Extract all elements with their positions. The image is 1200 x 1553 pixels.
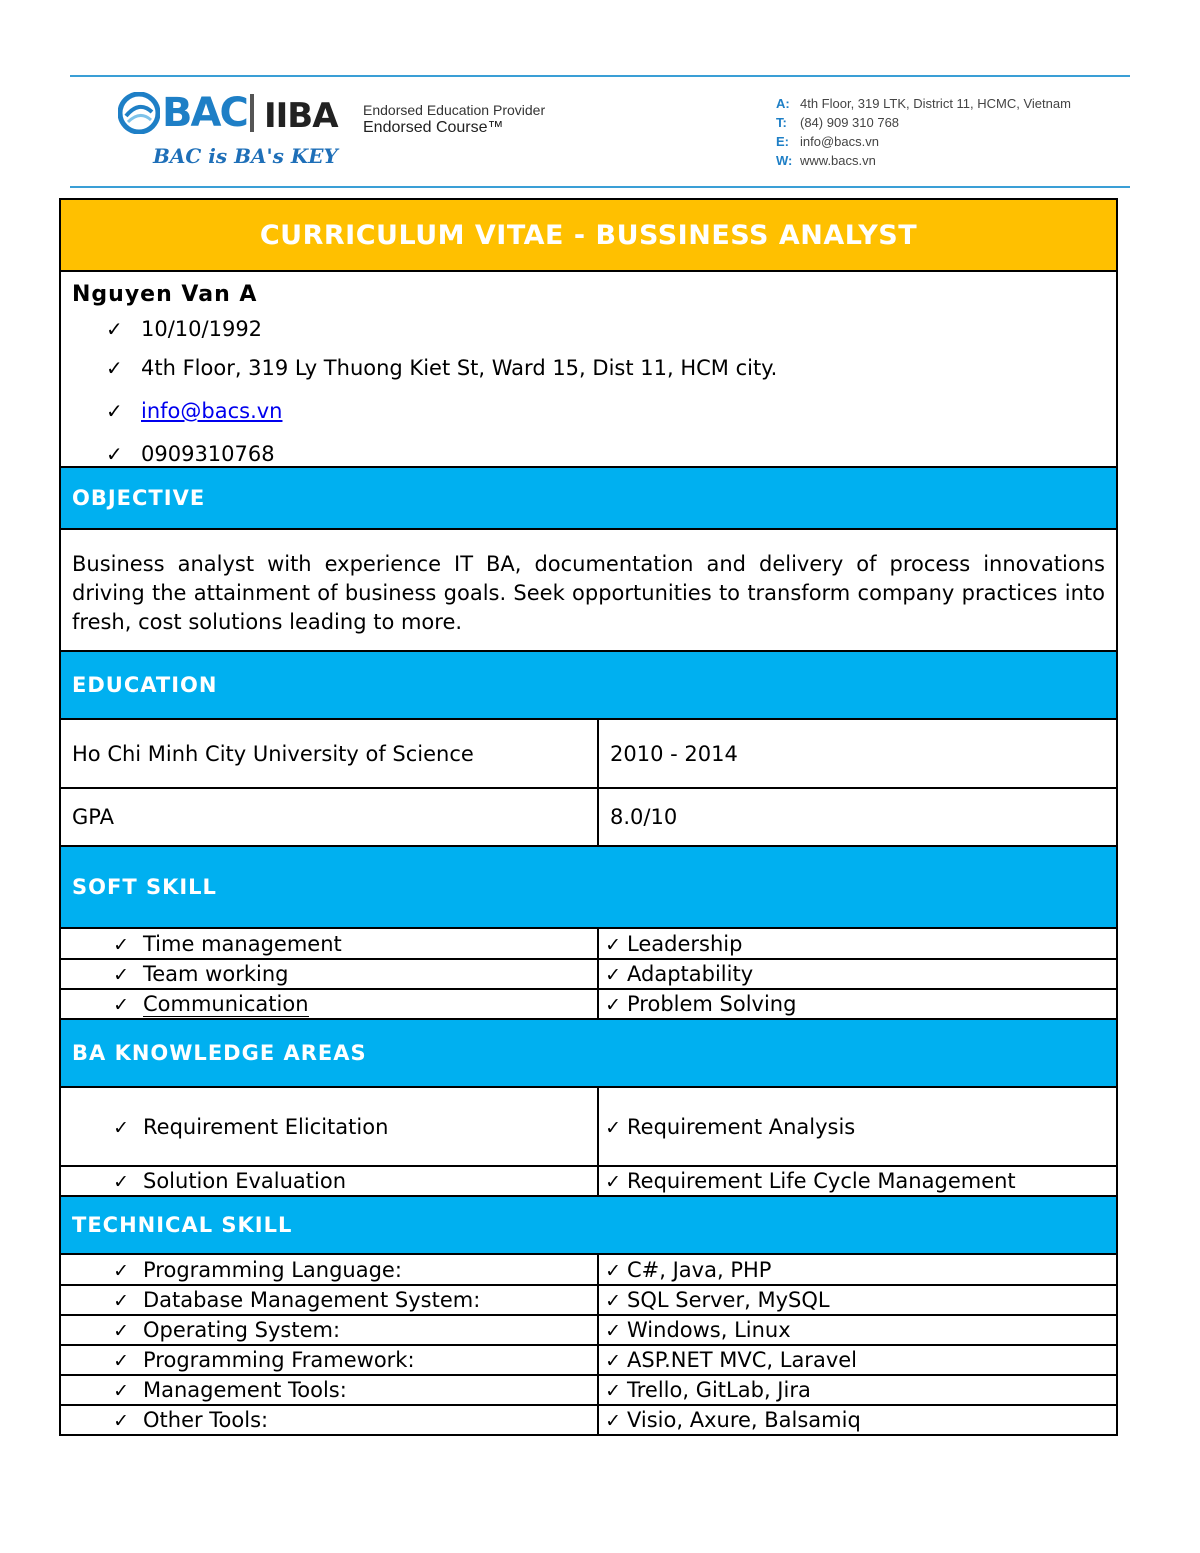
- section-title: SOFT SKILL: [72, 875, 217, 899]
- gpa-value: 8.0/10: [598, 788, 1117, 846]
- check-icon: ✓: [113, 1350, 129, 1372]
- section-title: TECHNICAL SKILL: [72, 1213, 293, 1237]
- objective-text: Business analyst with experience IT BA, documentation and delivery of process innovations driving the attainment of business goals. Seek opportunities to transform company practices into fresh, cost solutions leading to more.: [59, 530, 1118, 652]
- check-icon: ✓: [605, 964, 621, 986]
- check-icon: ✓: [605, 1116, 621, 1139]
- iiba-logo: [264, 96, 338, 136]
- contact-website: W: www.bacs.vn: [776, 153, 876, 168]
- tech-skill-label: ✓ Other Tools:: [60, 1405, 598, 1435]
- soft-skill-right: ✓ Adaptability: [598, 959, 1117, 989]
- tech-skill-label: ✓ Management Tools:: [60, 1375, 598, 1405]
- tech-skill-value: ✓ Windows, Linux: [598, 1315, 1117, 1345]
- soft-skill-right: ✓ Problem Solving: [598, 989, 1117, 1019]
- tech-skill-label: ✓ Programming Framework:: [60, 1345, 598, 1375]
- ba-knowledge-left: ✓ Requirement Elicitation: [60, 1088, 598, 1166]
- ba-knowledge-table: [59, 1088, 1118, 1197]
- education-school: Ho Chi Minh City University of Science: [60, 720, 598, 788]
- check-icon: ✓: [605, 1410, 621, 1432]
- soft-skill-left: ✓ Team working: [60, 959, 598, 989]
- bac-swirl-icon: [118, 92, 160, 134]
- contact-phone: T: (84) 909 310 768: [776, 115, 900, 130]
- logo-divider: [250, 94, 254, 132]
- tech-skill-value: ✓ Visio, Axure, Balsamiq: [598, 1405, 1117, 1435]
- header-top-rule: [70, 75, 1130, 77]
- education-table: [59, 720, 1118, 847]
- endorse-line-2: Endorsed Course™: [363, 119, 504, 136]
- check-icon: ✓: [113, 933, 129, 956]
- check-icon: ✓: [605, 1380, 621, 1402]
- cv-title-bar: [59, 198, 1118, 272]
- ba-knowledge-left: ✓ Solution Evaluation: [60, 1166, 598, 1196]
- address-value: 4th Floor, 319 Ly Thuong Kiet St, Ward 15, Dist 11, HCM city.: [141, 356, 778, 380]
- tech-skill-value: ✓ SQL Server, MySQL: [598, 1285, 1117, 1315]
- check-icon: ✓: [605, 1320, 621, 1342]
- header-bottom-rule: [70, 186, 1130, 188]
- contact-email: E: info@bacs.vn: [776, 134, 879, 149]
- bac-wordmark: BAC: [162, 90, 247, 136]
- section-title: OBJECTIVE: [72, 486, 206, 510]
- check-icon: ✓: [605, 933, 621, 956]
- check-icon: ✓: [113, 1320, 129, 1342]
- tech-skill-value: ✓ ASP.NET MVC, Laravel: [598, 1345, 1117, 1375]
- email-item: [72, 390, 1105, 432]
- endorsement-text: [363, 102, 545, 136]
- objective-header: [59, 468, 1118, 530]
- table-row: [60, 1088, 1117, 1166]
- personal-details-list: [72, 312, 1105, 476]
- check-icon: ✓: [113, 1259, 129, 1282]
- tech-skill-label: ✓ Operating System:: [60, 1315, 598, 1345]
- tech-skill-value: ✓ Trello, GitLab, Jira: [598, 1375, 1117, 1405]
- tagline: BAC is BA's KEY: [153, 144, 338, 168]
- contact-block: [776, 94, 1071, 170]
- gpa-label: GPA: [60, 788, 598, 846]
- section-title: EDUCATION: [72, 673, 218, 697]
- check-icon: ✓: [605, 994, 621, 1016]
- table-row: [60, 1255, 1117, 1285]
- section-title: BA KNOWLEDGE AREAS: [72, 1041, 367, 1065]
- ba-knowledge-header: [59, 1020, 1118, 1088]
- cv-document: [59, 198, 1118, 1436]
- address-item: [72, 346, 1105, 390]
- phone-value: 0909310768: [141, 441, 275, 466]
- ba-knowledge-right: ✓ Requirement Analysis: [598, 1088, 1117, 1166]
- check-icon: ✓: [106, 399, 123, 423]
- check-icon: ✓: [113, 994, 129, 1016]
- check-icon: ✓: [113, 964, 129, 986]
- table-row: [60, 959, 1117, 989]
- check-icon: ✓: [605, 1259, 621, 1282]
- check-icon: ✓: [605, 1350, 621, 1372]
- check-icon: ✓: [106, 442, 123, 466]
- cv-title: CURRICULUM VITAE - BUSSINESS ANALYST: [259, 219, 918, 251]
- tech-skill-value: ✓ C#, Java, PHP: [598, 1255, 1117, 1285]
- table-row: [60, 1315, 1117, 1345]
- contact-address: A: 4th Floor, 319 LTK, District 11, HCMC, Vietnam: [776, 96, 1071, 111]
- check-icon: ✓: [113, 1116, 129, 1139]
- dob-item: [72, 312, 1105, 346]
- email-link[interactable]: info@bacs.vn: [141, 399, 283, 423]
- table-row: [60, 1345, 1117, 1375]
- phone-item: [72, 432, 1105, 476]
- table-row: [60, 929, 1117, 959]
- soft-skill-left: ✓ Communication: [60, 989, 598, 1019]
- table-row: [60, 1285, 1117, 1315]
- dob-value: 10/10/1992: [141, 317, 263, 341]
- candidate-name: Nguyen Van A: [72, 282, 258, 307]
- check-icon: ✓: [106, 317, 123, 341]
- table-row: [60, 1375, 1117, 1405]
- table-row: [60, 1166, 1117, 1196]
- table-row: [60, 720, 1117, 788]
- check-icon: ✓: [605, 1171, 621, 1193]
- logo-area: [118, 90, 558, 175]
- ba-knowledge-right: ✓ Requirement Life Cycle Management: [598, 1166, 1117, 1196]
- technical-skill-header: [59, 1197, 1118, 1255]
- table-row: [60, 1405, 1117, 1435]
- check-icon: ✓: [106, 356, 123, 380]
- endorse-line-1: Endorsed Education Provider: [363, 102, 546, 118]
- education-years: 2010 - 2014: [598, 720, 1117, 788]
- personal-info: [59, 272, 1118, 468]
- tech-skill-label: ✓ Programming Language:: [60, 1255, 598, 1285]
- soft-skill-right: ✓ Leadership: [598, 929, 1117, 959]
- soft-skill-header: [59, 847, 1118, 929]
- education-header: [59, 652, 1118, 720]
- table-row: [60, 989, 1117, 1019]
- check-icon: ✓: [605, 1290, 621, 1312]
- check-icon: ✓: [113, 1171, 129, 1193]
- soft-skill-left: ✓ Time management: [60, 929, 598, 959]
- technical-skill-table: [59, 1255, 1118, 1436]
- check-icon: ✓: [113, 1380, 129, 1402]
- bac-logo: [118, 90, 247, 136]
- tech-skill-label: ✓ Database Management System:: [60, 1285, 598, 1315]
- check-icon: ✓: [113, 1410, 129, 1432]
- soft-skill-table: [59, 929, 1118, 1020]
- table-row: [60, 788, 1117, 846]
- check-icon: ✓: [113, 1290, 129, 1312]
- iiba-wordmark: IIBA: [264, 96, 338, 136]
